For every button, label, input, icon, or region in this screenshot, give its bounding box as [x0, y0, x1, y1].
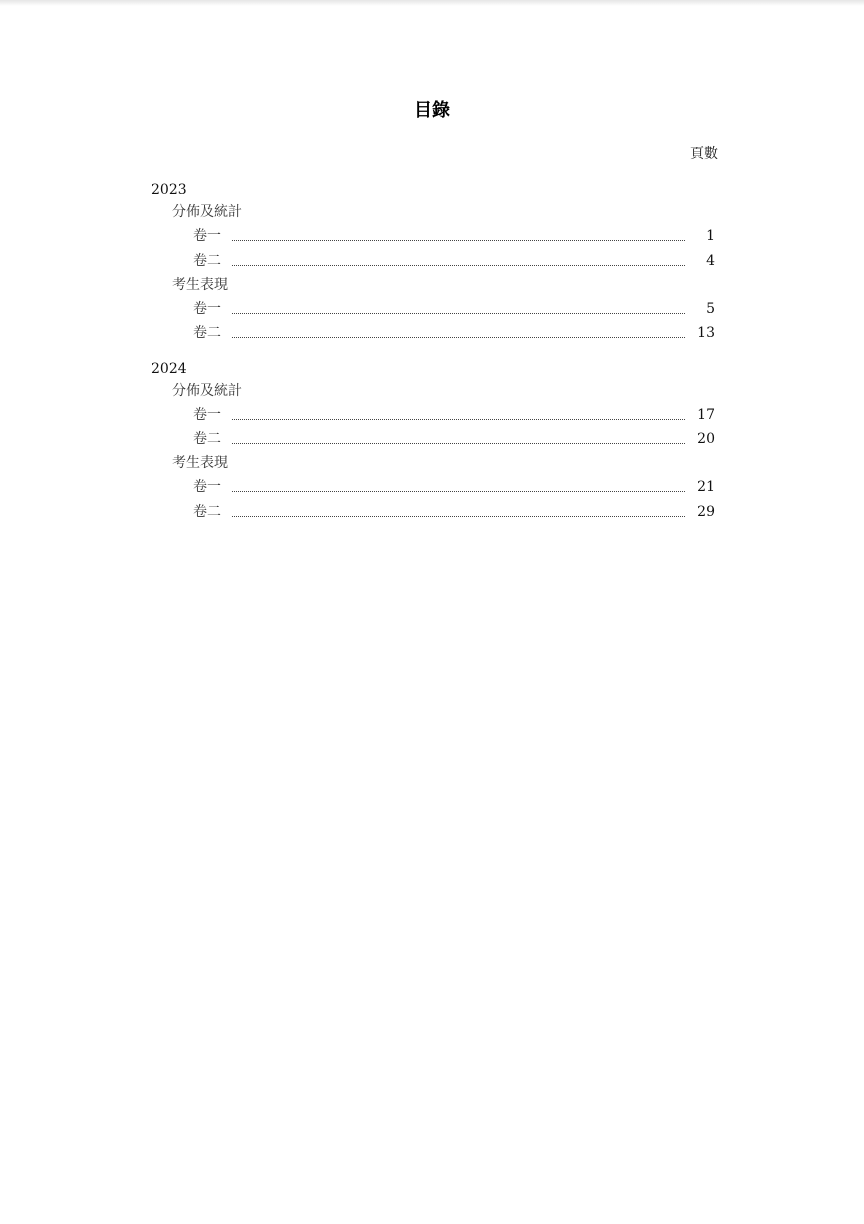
toc-entry-label: 卷二: [193, 253, 221, 269]
toc-year-heading: 2023: [151, 182, 187, 198]
dot-leader: [232, 491, 685, 492]
toc-entry[interactable]: [193, 430, 715, 448]
page-number-column-label: 頁數: [690, 146, 718, 162]
toc-entry-page-number: 17: [697, 407, 715, 423]
dot-leader: [232, 419, 685, 420]
toc-section-heading: 考生表現: [172, 277, 228, 293]
toc-entry-page-number: 21: [697, 479, 715, 495]
toc-entry-page-number: 1: [706, 228, 715, 244]
toc-entry-page-number: 5: [706, 301, 715, 317]
toc-section-heading: 分佈及統計: [172, 204, 242, 220]
toc-entry[interactable]: [193, 227, 715, 245]
toc-entry[interactable]: [193, 503, 715, 521]
dot-leader: [232, 240, 685, 241]
toc-entry-label: 卷一: [193, 301, 221, 317]
toc-entry[interactable]: [193, 252, 715, 270]
toc-entry[interactable]: [193, 324, 715, 342]
toc-entry-label: 卷二: [193, 431, 221, 447]
toc-entry-label: 卷二: [193, 325, 221, 341]
toc-entry[interactable]: [193, 300, 715, 318]
toc-entry-page-number: 13: [697, 325, 715, 341]
toc-section-heading: 分佈及統計: [172, 383, 242, 399]
toc-entry-page-number: 29: [697, 504, 715, 520]
dot-leader: [232, 265, 685, 266]
toc-year-heading: 2024: [151, 361, 187, 377]
dot-leader: [232, 443, 685, 444]
toc-entry-page-number: 4: [706, 253, 715, 269]
toc-entry-label: 卷一: [193, 228, 221, 244]
dot-leader: [232, 516, 685, 517]
toc-entry[interactable]: [193, 406, 715, 424]
toc-entry-page-number: 20: [697, 431, 715, 447]
dot-leader: [232, 337, 685, 338]
toc-entry-label: 卷一: [193, 479, 221, 495]
toc-entry-label: 卷二: [193, 504, 221, 520]
dot-leader: [232, 313, 685, 314]
page-title: 目錄: [414, 100, 450, 121]
toc-entry[interactable]: [193, 478, 715, 496]
toc-section-heading: 考生表現: [172, 455, 228, 471]
toc-entry-label: 卷一: [193, 407, 221, 423]
